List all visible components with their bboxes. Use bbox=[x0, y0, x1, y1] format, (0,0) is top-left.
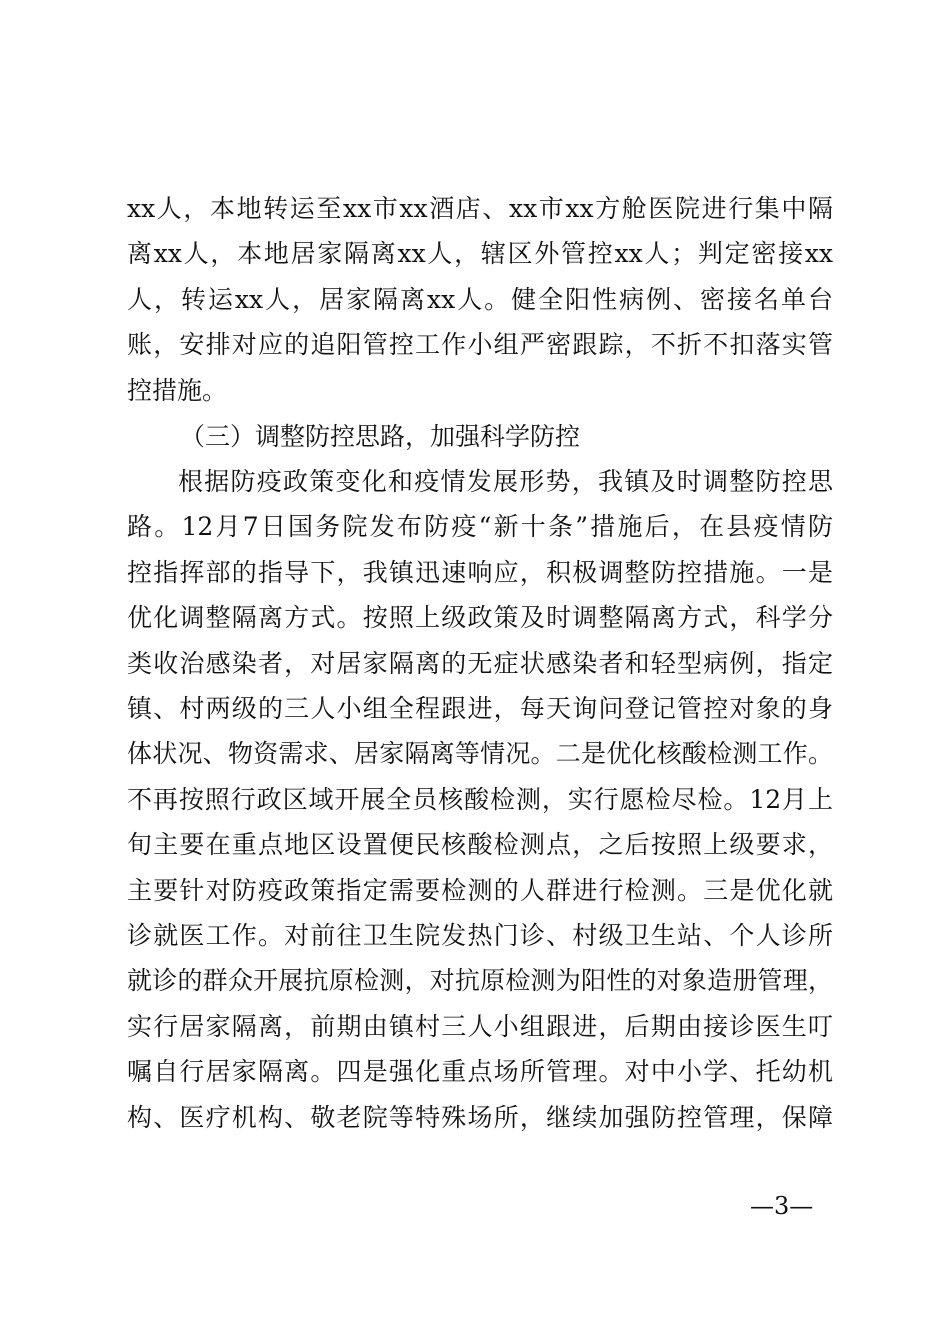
text-line: 控指挥部的指导下，我镇迅速响应，积极调整防控措施。一是 bbox=[127, 557, 833, 587]
text-line: 根据防疫政策变化和疫情发展形势，我镇及时调整防控思 bbox=[178, 467, 833, 496]
text-line: 人，转运xx人，居家隔离xx人。健全阳性病例、密接名单台 bbox=[127, 284, 833, 314]
text-line: 构、医疗机构、敬老院等特殊场所，继续加强防控管理，保障 bbox=[127, 1102, 833, 1132]
text-line: 镇、村两级的三人小组全程跟进，每天询问登记管控对象的身 bbox=[127, 694, 833, 723]
text-line: 诊就医工作。对前往卫生院发热门诊、村级卫生站、个人诊所 bbox=[127, 921, 833, 950]
text-line: 优化调整隔离方式。按照上级政策及时调整隔离方式，科学分 bbox=[127, 603, 833, 633]
text-line: 实行居家隔离，前期由镇村三人小组跟进，后期由接诊医生叮 bbox=[127, 1011, 833, 1041]
text-line: 类收治感染者，对居家隔离的无症状感染者和轻型病例，指定 bbox=[127, 648, 833, 678]
text-line: 体状况、物资需求、居家隔离等情况。二是优化核酸检测工作。 bbox=[127, 739, 833, 769]
text-line: 主要针对防疫政策指定需要检测的人群进行检测。三是优化就 bbox=[127, 875, 833, 905]
text-line: 就诊的群众开展抗原检测，对抗原检测为阳性的对象造册管理， bbox=[127, 966, 833, 996]
text-line: 账，安排对应的追阳管控工作小组严密跟踪，不折不扣落实管 bbox=[127, 330, 833, 360]
text-line: 离xx人，本地居家隔离xx人，辖区外管控xx人；判定密接xx bbox=[127, 239, 833, 269]
text-line: 不再按照行政区域开展全员核酸检测，实行愿检尽检。12月上 bbox=[127, 784, 833, 814]
section-heading: （三）调整防控思路，加强科学防控 bbox=[180, 422, 581, 451]
text-line: 嘱自行居家隔离。四是强化重点场所管理。对中小学、托幼机 bbox=[127, 1057, 833, 1087]
text-line: 控措施。 bbox=[127, 375, 228, 405]
text-line: xx人，本地转运至xx市xx酒店、xx市xx方舱医院进行集中隔 bbox=[127, 194, 833, 223]
page-number: —3— bbox=[750, 1192, 814, 1220]
text-line: 旬主要在重点地区设置便民核酸检测点，之后按照上级要求， bbox=[127, 830, 833, 860]
text-line: 路。12月7日国务院发布防疫“新十条”措施后，在县疫情防 bbox=[127, 512, 833, 542]
